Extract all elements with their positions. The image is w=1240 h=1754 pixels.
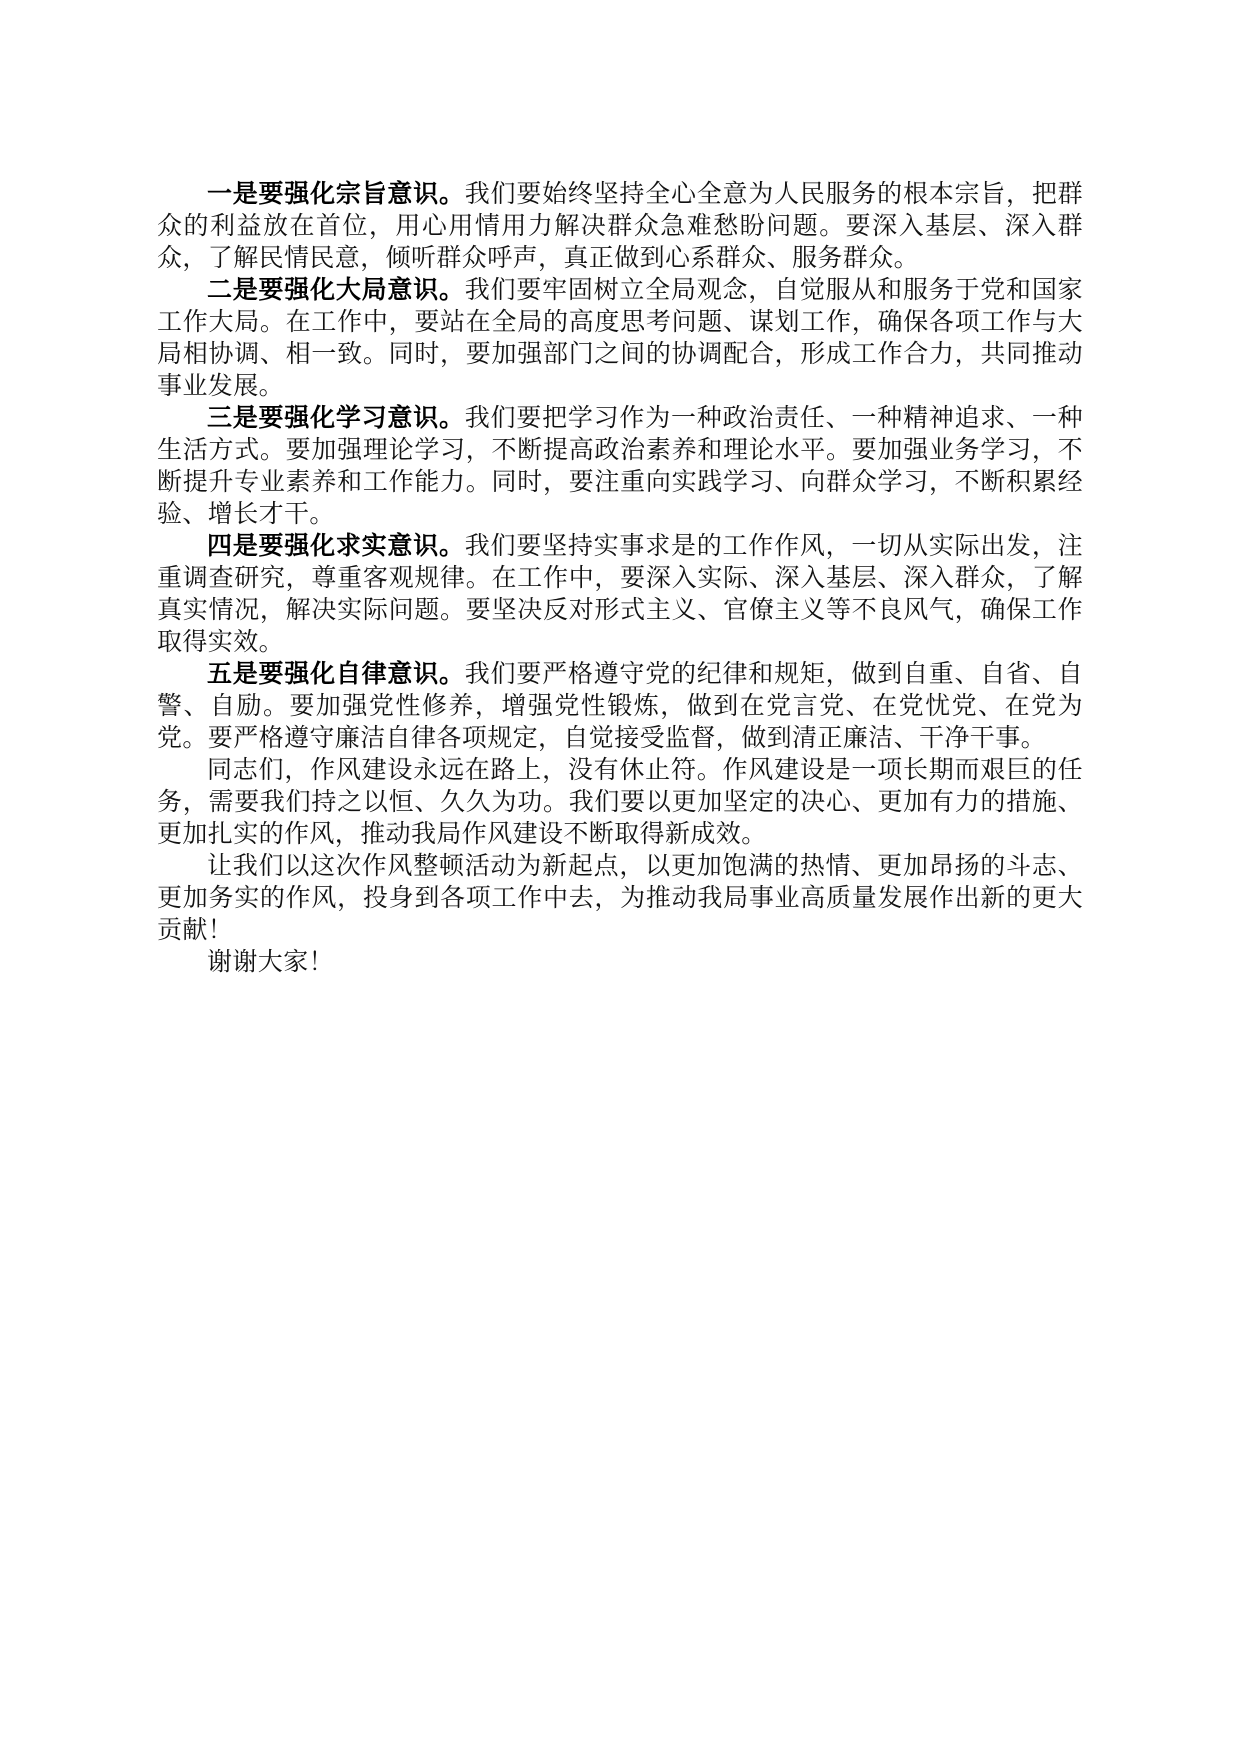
paragraph-closing-call (157, 850, 1083, 946)
paragraph-overall-awareness (157, 274, 1083, 402)
paragraph-purpose-awareness (157, 178, 1083, 274)
paragraph-lead: 一是要强化宗旨意识。 (207, 179, 465, 208)
paragraph-lead: 四是要强化求实意识。 (207, 531, 465, 560)
paragraph-text: 让我们以这次作风整顿活动为新起点，以更加饱满的热情、更加昂扬的斗志、更加务实的作风，投身到各项工作中去，为推动我局事业高质量发展作出新的更大贡献！ (157, 851, 1083, 944)
paragraph-text: 我们要牢固树立全局观念，自觉服从和服务于党和国家工作大局。在工作中，要站在全局的高度思考问题、谋划工作，确保各项工作与大局相协调、相一致。同时，要加强部门之间的协调配合，形成工作合力，共同推动事业发展。 (157, 275, 1083, 400)
paragraph-text: 我们要严格遵守党的纪律和规矩，做到自重、自省、自警、自励。要加强党性修养，增强党性锻炼，做到在党言党、在党忧党、在党为党。要严格遵守廉洁自律各项规定，自觉接受监督，做到清正廉洁、干净干事。 (157, 659, 1083, 752)
document-body (157, 178, 1083, 978)
paragraph-text: 我们要把学习作为一种政治责任、一种精神追求、一种生活方式。要加强理论学习，不断提高政治素养和理论水平。要加强业务学习，不断提升专业素养和工作能力。同时，要注重向实践学习、向群众学习，不断积累经验、增长才干。 (157, 403, 1083, 528)
paragraph-text: 同志们，作风建设永远在路上，没有休止符。作风建设是一项长期而艰巨的任务，需要我们持之以恒、久久为功。我们要以更加坚定的决心、更加有力的措施、更加扎实的作风，推动我局作风建设不断取得新成效。 (157, 755, 1083, 848)
paragraph-learning-awareness (157, 402, 1083, 530)
paragraph-text: 我们要始终坚持全心全意为人民服务的根本宗旨，把群众的利益放在首位，用心用情用力解决群众急难愁盼问题。要深入基层、深入群众，了解民情民意，倾听群众呼声，真正做到心系群众、服务群众。 (157, 179, 1083, 272)
paragraph-pragmatic-awareness (157, 530, 1083, 658)
paragraph-self-discipline-awareness (157, 658, 1083, 754)
paragraph-thanks (157, 946, 1083, 978)
paragraph-comrades (157, 754, 1083, 850)
paragraph-text: 谢谢大家！ (207, 947, 335, 976)
paragraph-text: 我们要坚持实事求是的工作作风，一切从实际出发，注重调查研究，尊重客观规律。在工作中，要深入实际、深入基层、深入群众，了解真实情况，解决实际问题。要坚决反对形式主义、官僚主义等不良风气，确保工作取得实效。 (157, 531, 1083, 656)
paragraph-lead: 三是要强化学习意识。 (207, 403, 465, 432)
paragraph-lead: 五是要强化自律意识。 (207, 659, 465, 688)
paragraph-lead: 二是要强化大局意识。 (207, 275, 465, 304)
